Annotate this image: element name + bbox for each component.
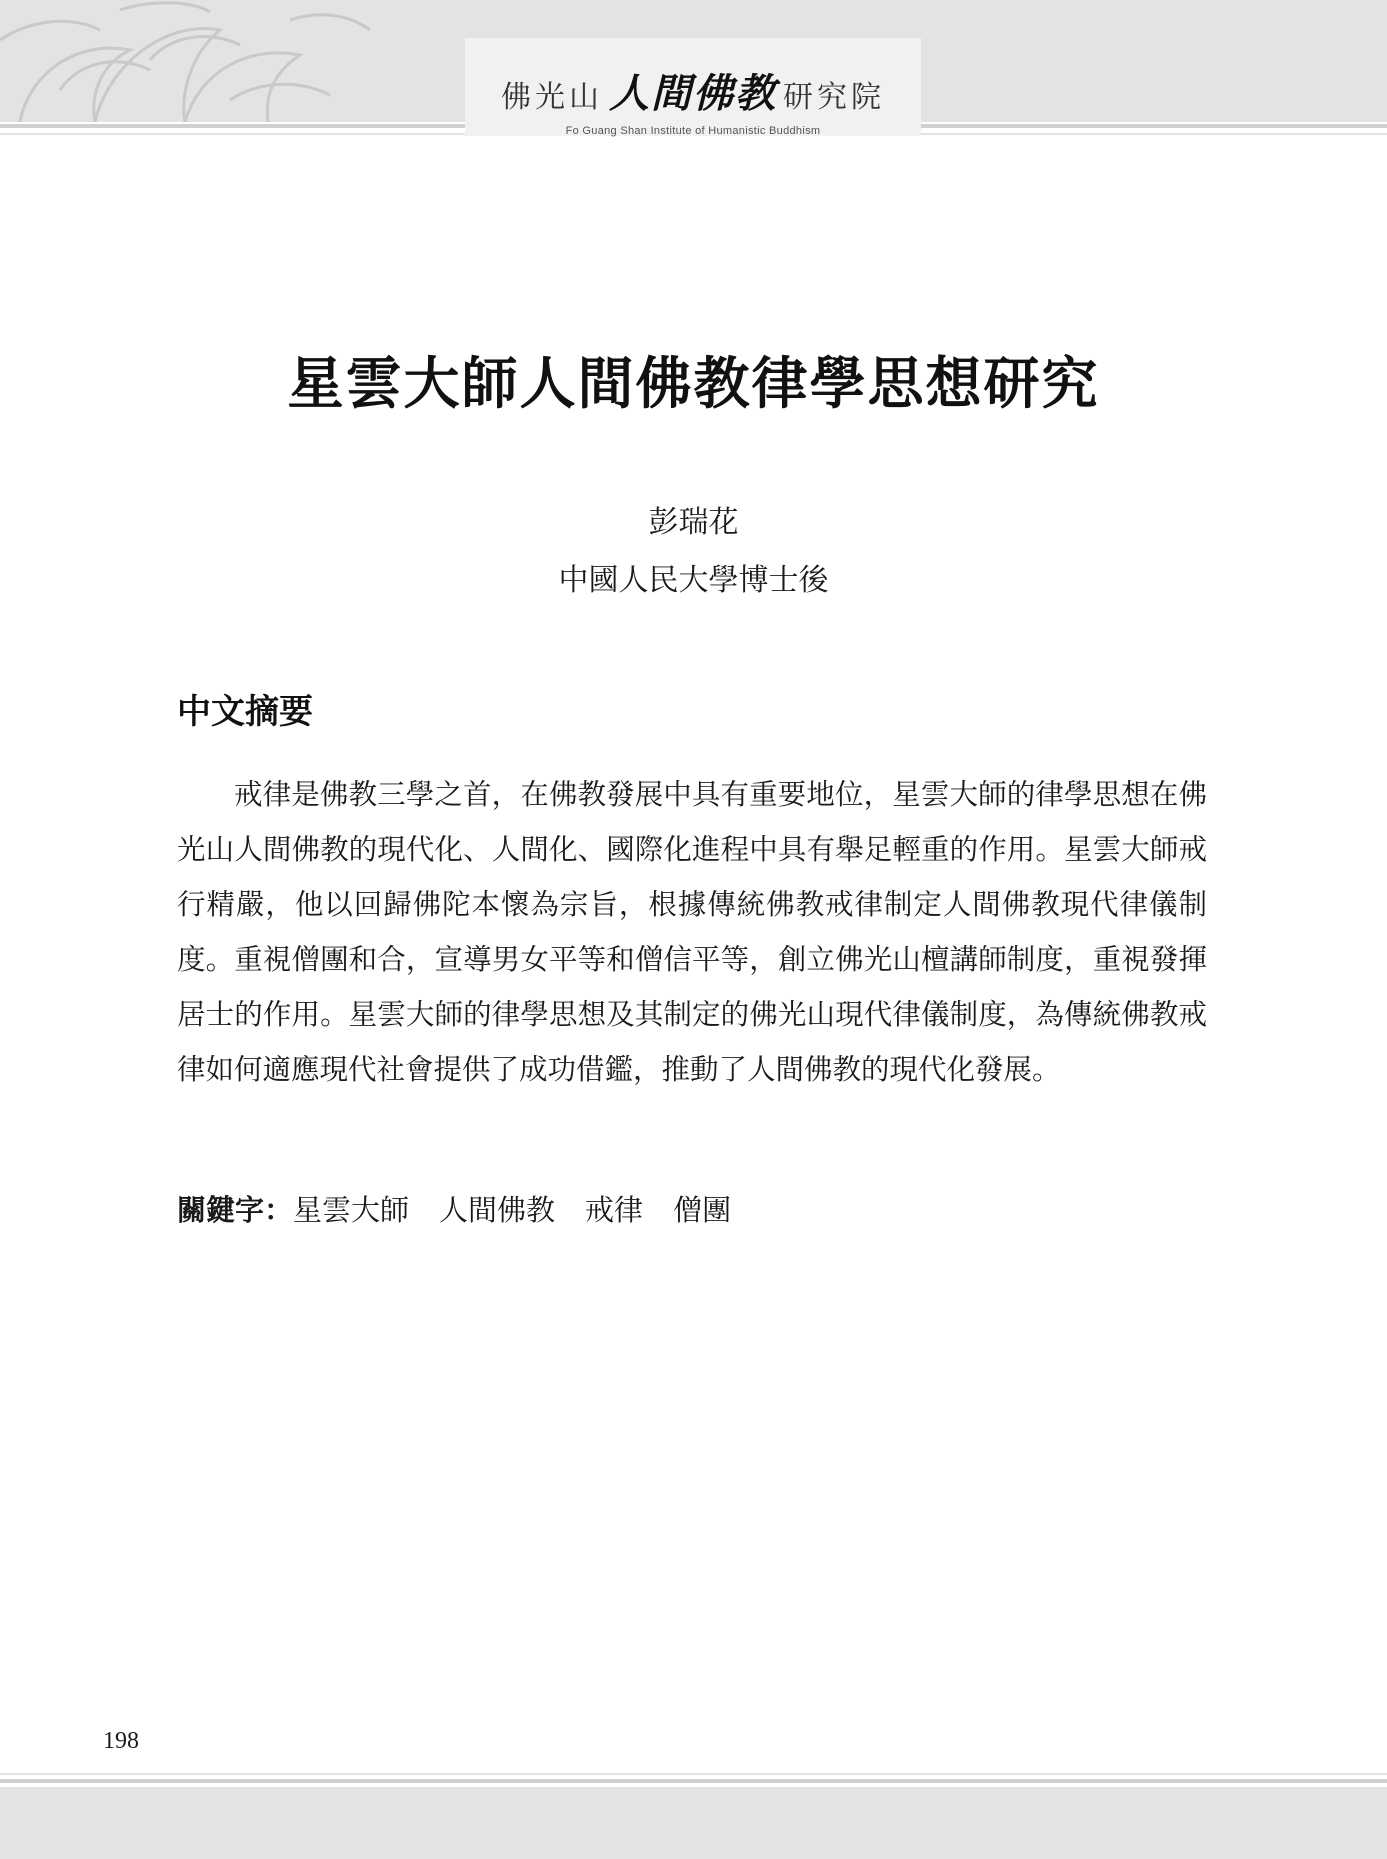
keyword-item: 星雲大師 [293, 1193, 410, 1227]
lotus-ornament-icon [0, 0, 400, 122]
logo-calligraphy: 人間佛教 [609, 70, 777, 117]
keywords-label: 關鍵字： [177, 1193, 294, 1227]
keyword-item: 僧團 [673, 1193, 732, 1227]
keyword-item: 戒律 [585, 1193, 644, 1227]
logo-prefix: 佛光山 [501, 80, 603, 115]
abstract-body: 戒律是佛教三學之首，在佛教發展中具有重要地位，星雲大師的律學思想在佛光山人間佛教的現代化、人間化、國際化進程中具有舉足輕重的作用。星雲大師戒行精嚴，他以回歸佛陀本懷為宗旨，根據傳統佛教戒律制定人間佛教現代律儀制度。重視僧團和合，宣導男女平等和僧信平等，創立佛光山檀講師制度，重視發揮居士的作用。星雲大師的律學思想及其制定的佛光山現代律儀制度，為傳統佛教戒律如何適應現代社會提供了成功借鑑，推動了人間佛教的現代化發展。 [177, 778, 1207, 1086]
logo-english-name: Fo Guang Shan Institute of Humanistic Buddhism [565, 125, 821, 137]
footer-rule [0, 1779, 1387, 1783]
article-title: 星雲大師人間佛教律學思想研究 [287, 351, 1100, 417]
institute-logo [465, 38, 921, 136]
author-name: 彭瑞花 [648, 505, 739, 540]
footer-rule-thin [0, 1773, 1387, 1775]
author-affiliation: 中國人民大學博士後 [558, 563, 829, 598]
page-number: 198 [103, 1728, 139, 1754]
logo-title [465, 62, 921, 119]
keyword-item: 人間佛教 [439, 1193, 556, 1227]
footer-band [0, 1787, 1387, 1859]
abstract-heading: 中文摘要 [177, 692, 313, 732]
logo-suffix: 研究院 [783, 80, 885, 115]
keywords-line [177, 1188, 761, 1229]
